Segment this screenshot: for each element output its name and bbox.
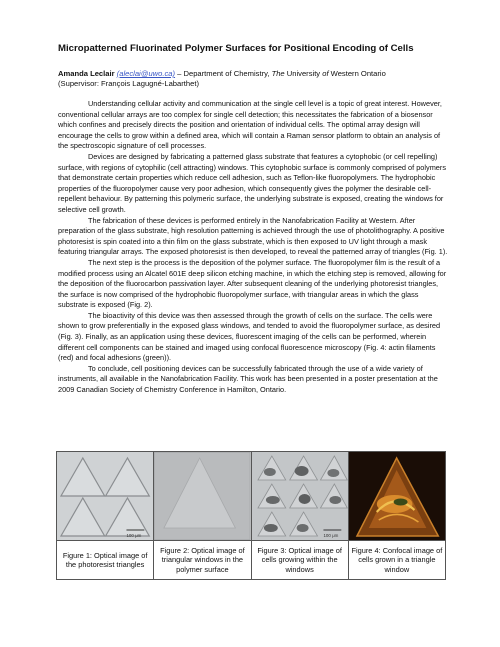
university-the: The [271, 69, 285, 78]
paragraph-design: Devices are designed by fabricating a patterned glass substrate that features a cytophobic (or cell repelling) surface, with regions of cytophilic (cell attracting) windows. This cytophobic surface is commonly comprised of polymers that demonstrate certain properties which reduce cell adhesion, such as Teflon-like fluoropolymers. The hydrophobic properties of the fluoropolymer cause very poor adhesion, which consequently gives the polymer the desirable cell-repellent behaviour. By patterning this polymeric surface, the underlying substrate is exposed, creating the windows for selective cell growth. [58, 151, 447, 214]
figure-4-cell [348, 452, 445, 541]
author-email-link[interactable]: (aleclai@uwo.ca) [116, 69, 176, 78]
paragraph-conclusion: To conclude, cell positioning devices can be successfully fabricated through the use of a wide variety of instruments, all available in the Nanofabrication Facility. This work has been presented in a poster presentation at the 2009 Canadian Society of Chemistry Conference in Hamilton, Ontario. [58, 363, 438, 395]
paragraph-fabrication: The fabrication of these devices is performed entirely in the Nanofabrication Facility at Western. After preparation of the glass substrate, high resolution patterning is achieved through the use of photolithography. A positive photoresist is spin coated into a thin film on the glass substrate, which is then exposed to UV light through a mask featuring triangular arrays. The exposed photoresist is then developed, to reveal the patterned array of triangles (Fig. 1). [58, 215, 448, 257]
author-name: Amanda Leclair [58, 69, 115, 78]
figure-2-image [154, 452, 250, 540]
figure-4-image [349, 452, 445, 540]
department-text: – Department of Chemistry, [175, 69, 272, 78]
paragraph-deposition: The next step is the process is the deposition of the polymer surface. The fluoropolymer film is the result of a modified process using an Alcatel 601E deep silicon etching machine, in which the etching step is removed, allowing for the deposition of the fluorocarbon passivation layer. After subsequent cleaning of the underlying photoresist triangles, the surface is now comprised of the hydrophobic fluoropolymer surface, with triangular areas in which the glass substrate is exposed (Fig. 2). [58, 257, 447, 310]
author-line [58, 69, 458, 79]
figure-3-cell [251, 452, 348, 541]
paragraph-intro: Understanding cellular activity and communication at the single cell level is a topic of great interest. However, conventional cellular arrays are too complex for single cell detection; this necessitates the fabrication of a biosensor which confines and precisely directs the position and orientation of individual cells. The optimal array design will encourage the cells to grow within a defined area, which will contain a Raman sensor platform to obtain an analysis of the spectroscopic signature of cell processes. [58, 99, 442, 151]
paragraph-bioactivity: The bioactivity of this device was then assessed through the growth of cells on the surface. The cells were shown to grow preferentially in the exposed glass windows, and tended to avoid the fluoropolymer surface, as desired (Fig. 3). Finally, as an application using these devices, fluorescent imaging of the cells can be performed, wherein different cell components can be stained and imaged using confocal fluorescence microscopy (Fig. 4: actin filaments (red) and focal adhesions (green)). [58, 310, 441, 363]
figure-1-cell [57, 452, 154, 541]
figure-1-caption: Figure 1: Optical image of the photoresist triangles [57, 541, 154, 580]
figure-1-scale-label: 100 μm [126, 532, 142, 539]
university-place: Western Ontario [328, 69, 386, 78]
figure-table [56, 451, 446, 580]
figure-3-image [252, 452, 348, 540]
figure-2-cell [154, 452, 251, 541]
university-text: University [284, 69, 323, 78]
body-text [58, 99, 450, 396]
author-block [58, 69, 458, 89]
paper-title: Micropatterned Fluorinated Polymer Surfaces for Positional Encoding of Cells [58, 43, 414, 54]
figure-3-caption: Figure 3: Optical image of cells growing within the windows [251, 541, 348, 580]
university-of: of [322, 69, 329, 78]
supervisor-line: (Supervisor: François Lagugné-Labarthet) [58, 79, 199, 88]
figure-4-caption: Figure 4: Confocal image of cells grown in a triangle window [348, 541, 445, 580]
figure-3-scale-label: 100 μm [322, 532, 338, 539]
figure-2-caption: Figure 2: Optical image of triangular windows in the polymer surface [154, 541, 251, 580]
figure-1-image [57, 452, 153, 540]
